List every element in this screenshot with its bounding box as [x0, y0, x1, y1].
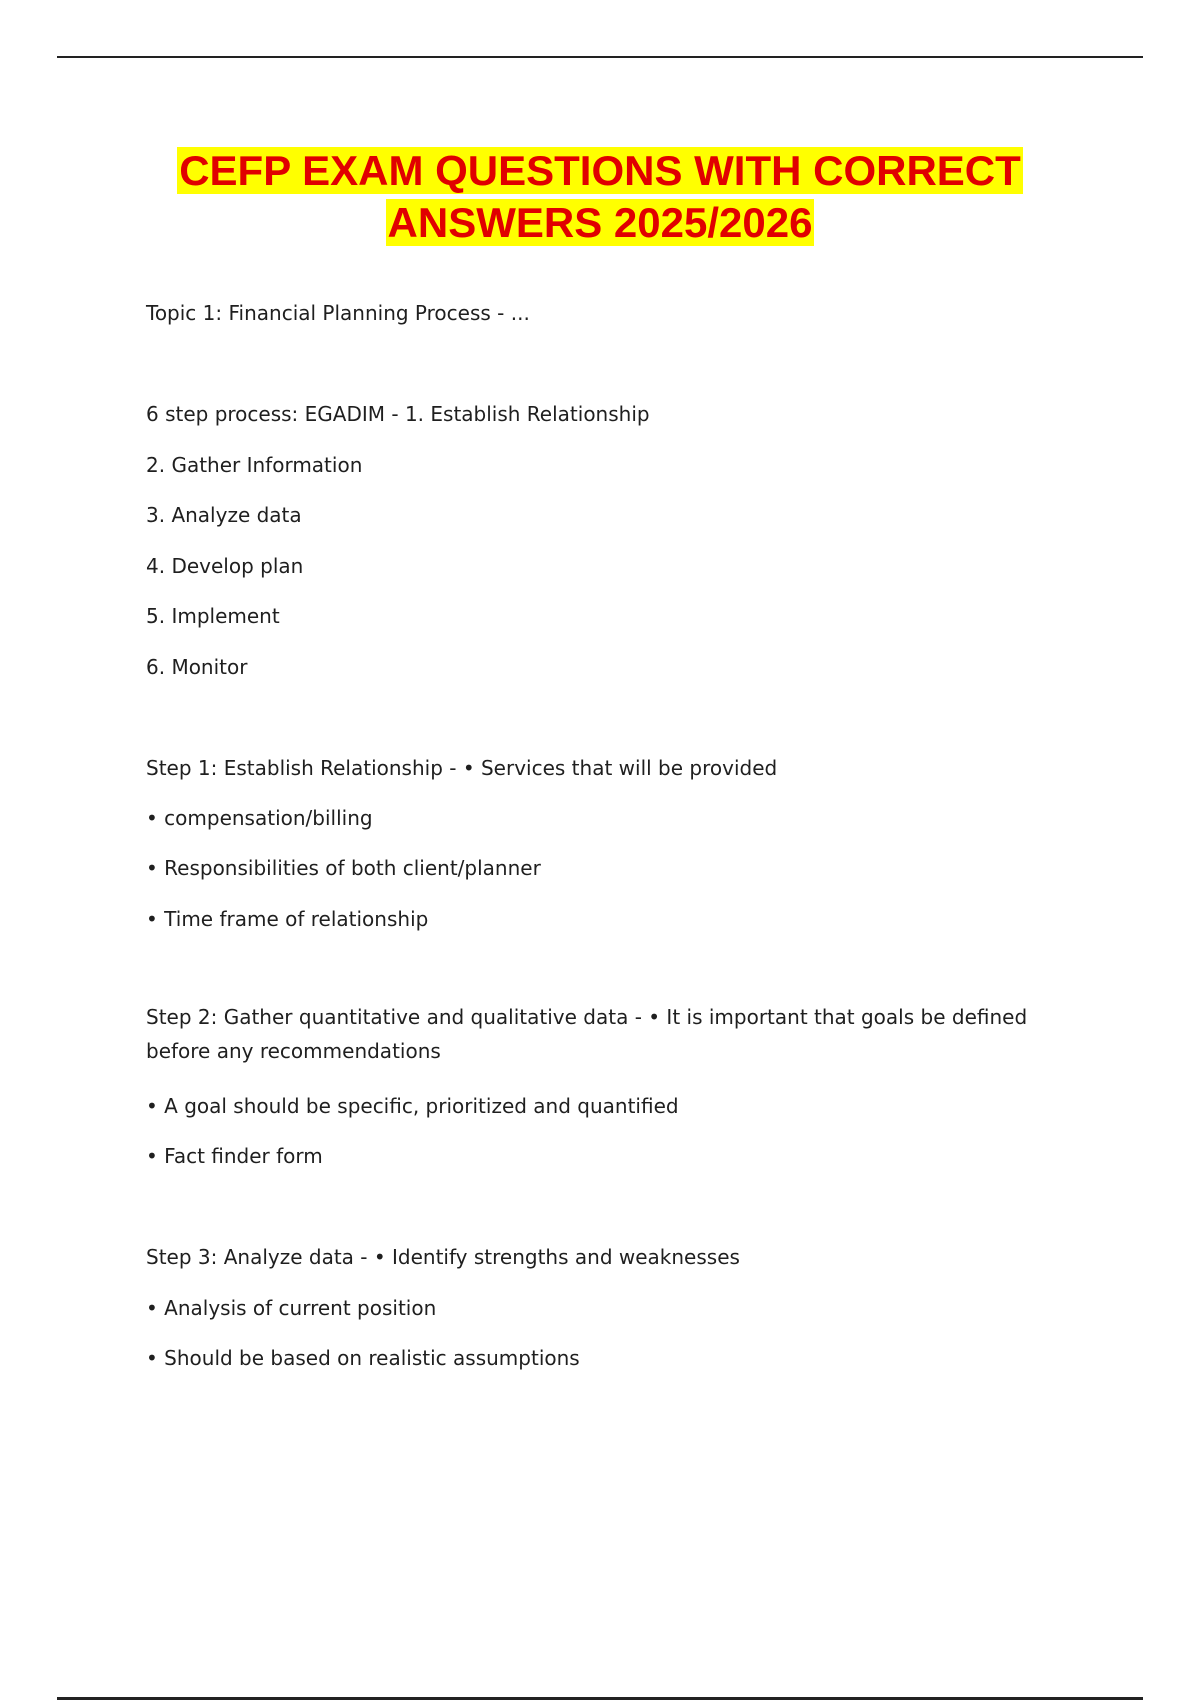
step-3-bullet: • Analysis of current position [146, 1296, 437, 1320]
step-1-bullet: • Time frame of relationship [146, 907, 429, 931]
step-1-heading: Step 1: Establish Relationship - • Services that will be provided [146, 756, 778, 780]
process-step-2: 2. Gather Information [146, 453, 363, 477]
step-3-bullet: • Should be based on realistic assumptions [146, 1346, 580, 1370]
step-3-heading: Step 3: Analyze data - • Identify strengths and weaknesses [146, 1245, 740, 1269]
process-step-5: 5. Implement [146, 604, 280, 628]
step-2-bullet: • Fact finder form [146, 1144, 323, 1168]
process-step-3: 3. Analyze data [146, 503, 302, 527]
step-1-bullet: • compensation/billing [146, 806, 373, 830]
topic-heading: Topic 1: Financial Planning Process - ... [146, 301, 530, 325]
step-2-bullet: • A goal should be specific, prioritized and quantified [146, 1094, 679, 1118]
process-intro: 6 step process: EGADIM - 1. Establish Relationship [146, 402, 650, 426]
step-2-heading: Step 2: Gather quantitative and qualitative data - • It is important that goals be defined before any recommendations [146, 1005, 1028, 1063]
step-1-bullet: • Responsibilities of both client/planner [146, 856, 541, 880]
process-step-6: 6. Monitor [146, 655, 248, 679]
header-rule [57, 56, 1143, 58]
title-line-1: CEFP EXAM QUESTIONS WITH CORRECT [179, 147, 1021, 194]
process-step-4: 4. Develop plan [146, 554, 304, 578]
document-title [100, 145, 1100, 249]
title-line-2: ANSWERS 2025/2026 [387, 199, 813, 246]
